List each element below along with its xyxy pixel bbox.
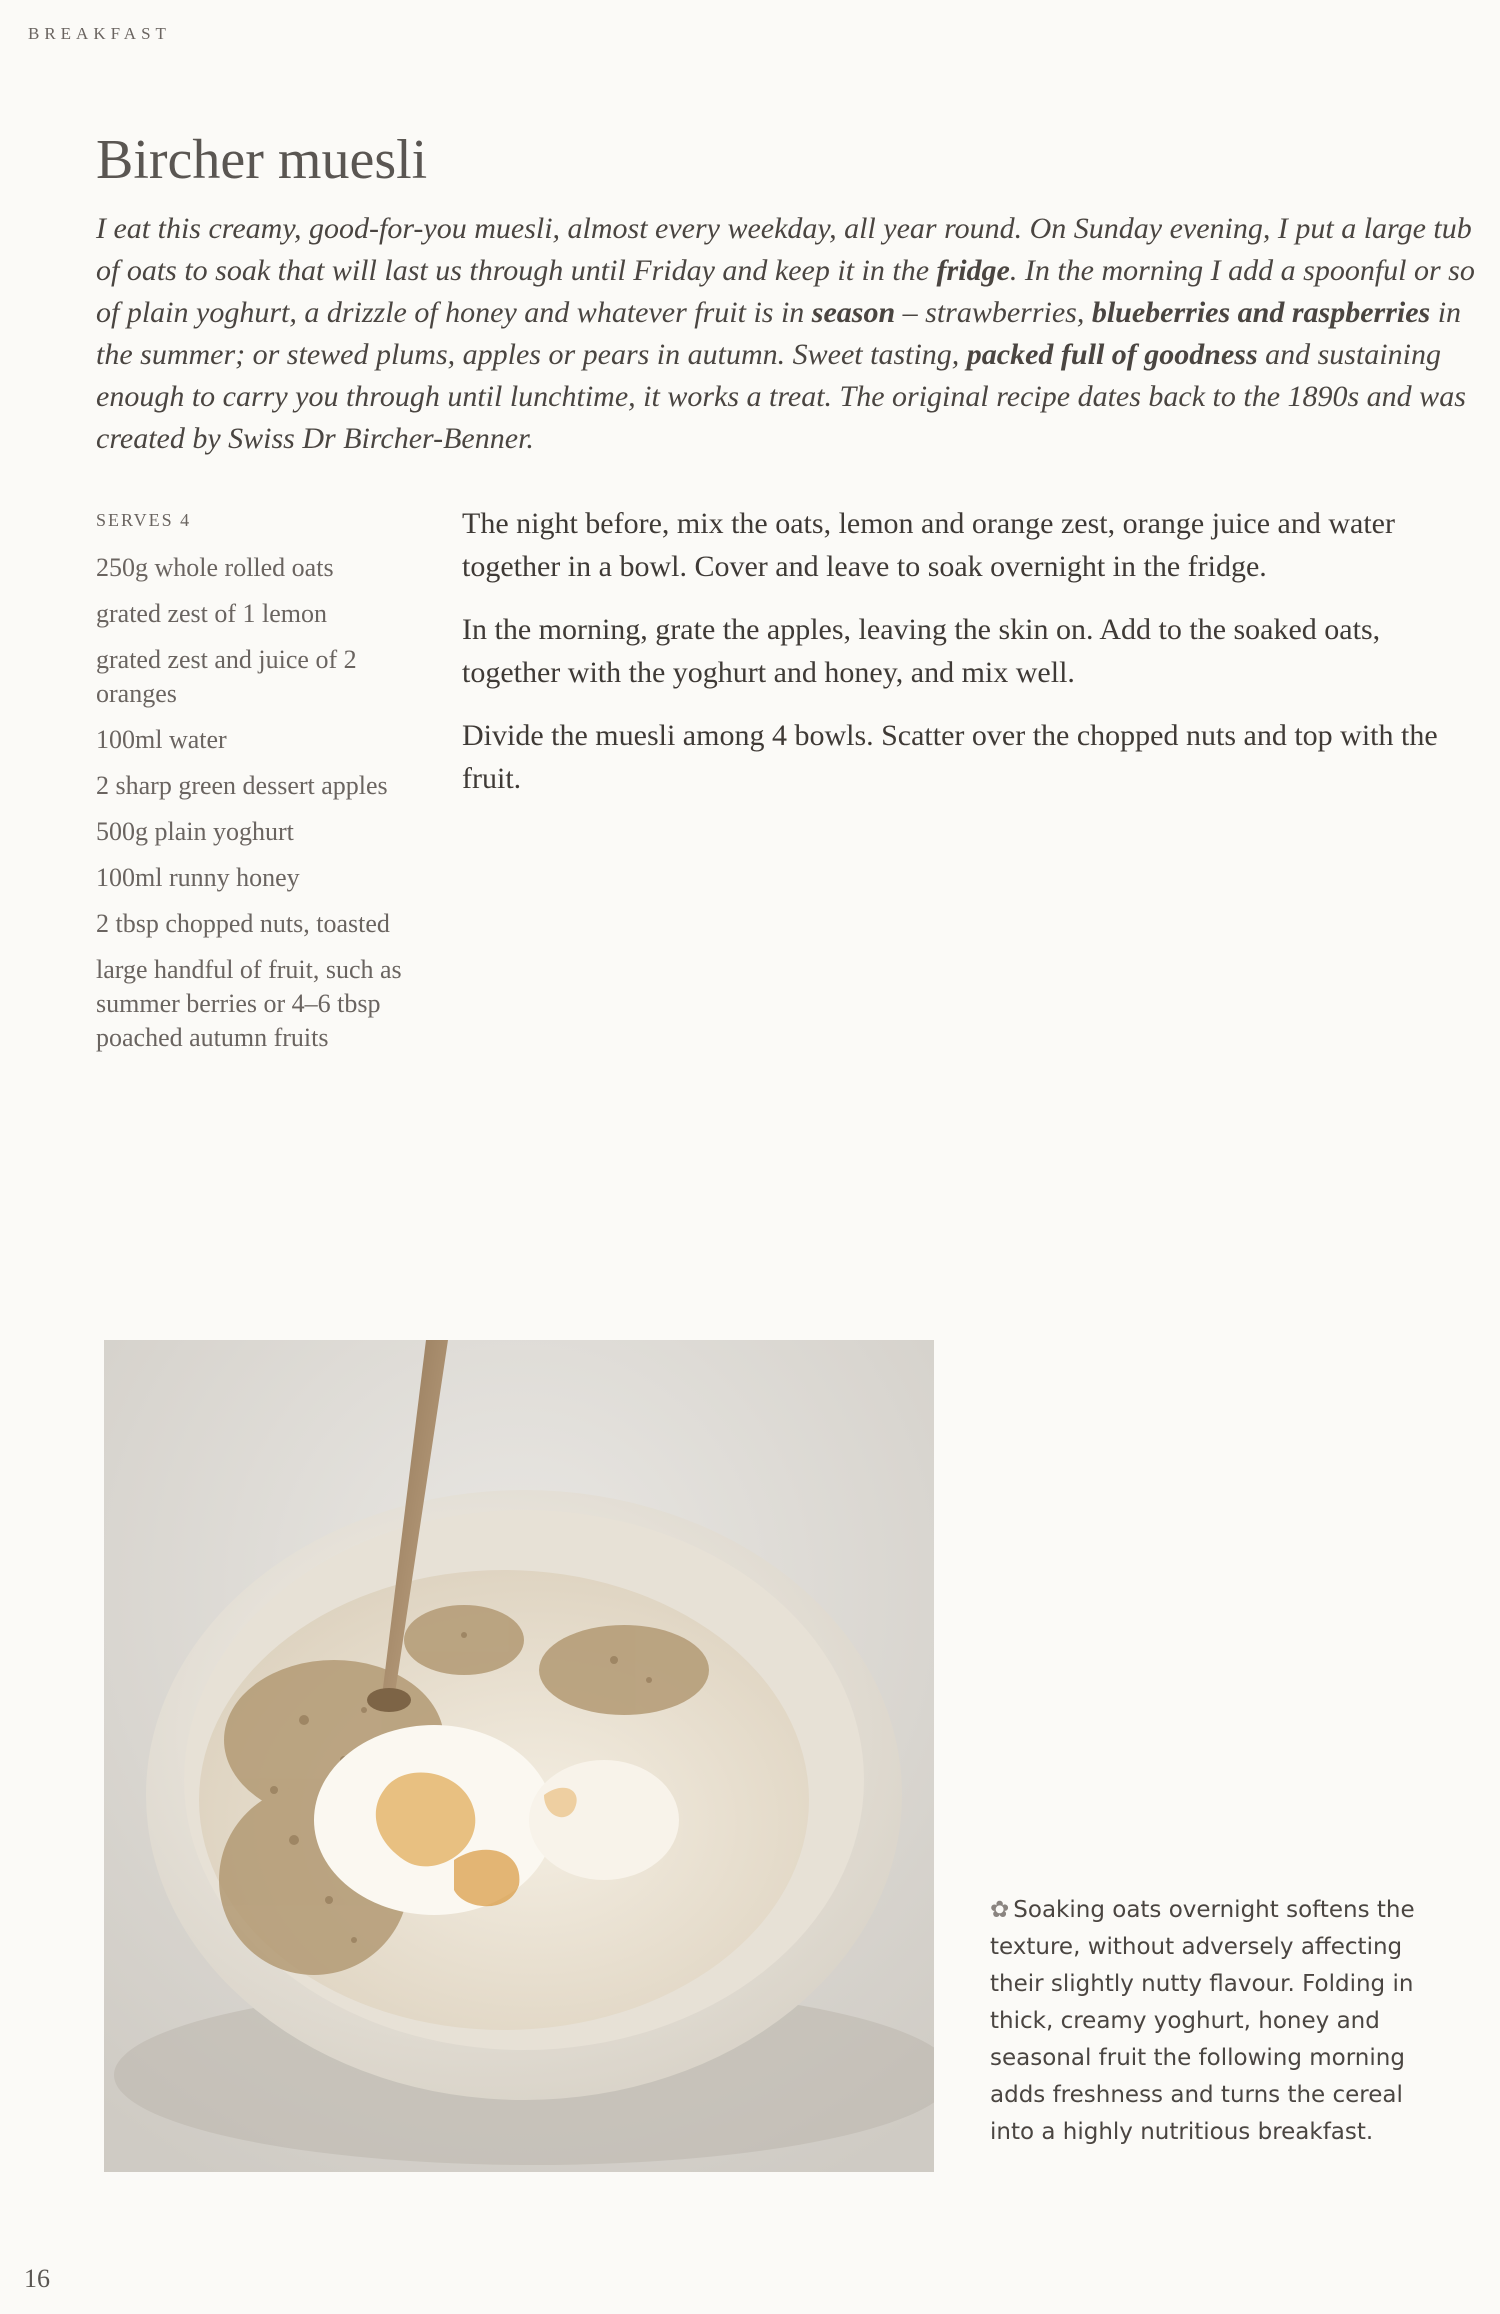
intro-text-2: . In the morning I add a spoonful or so of plain yoghurt, a drizzle of honey and whatever fruit is in (96, 254, 1475, 329)
recipe-intro (96, 208, 1492, 460)
recipe-title: Bircher muesli (96, 129, 428, 191)
section-label: BREAKFAST (28, 24, 171, 43)
ingredient-item: 100ml runny honey (96, 863, 300, 892)
ingredients-panel (96, 510, 416, 1067)
caption-text: Soaking oats overnight softens the texture, without adversely affecting their slightly nutty flavour. Folding in thick, creamy yoghurt, honey and seasonal fruit the following morning adds freshness and turns the cereal into a highly nutritious breakfast. (990, 1897, 1415, 2145)
method-section (462, 502, 1482, 820)
ingredient-item: 2 tbsp chopped nuts, toasted (96, 909, 390, 938)
ingredient-item: large handful of fruit, such as summer berries or 4–6 tbsp poached autumn fruits (96, 955, 402, 1052)
ingredient-item: 2 sharp green dessert apples (96, 771, 388, 800)
method-step: In the morning, grate the apples, leaving the skin on. Add to the soaked oats, together with the yoghurt and honey, and mix well. (462, 613, 1381, 689)
method-step: The night before, mix the oats, lemon and orange zest, orange juice and water together in a bowl. Cover and leave to soak overnight in the fridge. (462, 507, 1395, 583)
photo-caption (990, 1892, 1420, 2151)
page-number: 16 (24, 2264, 50, 2293)
ingredients-list (96, 551, 416, 1055)
intro-bold-3: blueberries and raspberries (1091, 296, 1431, 329)
intro-bold-2: season (811, 296, 896, 329)
flower-icon: ✿ (990, 1897, 1010, 1923)
intro-text-4: in the summer; or stewed plums, apples or pears in autumn. Sweet tasting, (96, 296, 1462, 371)
method-step: Divide the muesli among 4 bowls. Scatter over the chopped nuts and top with the fruit. (462, 719, 1438, 795)
intro-text-1: I eat this creamy, good-for-you muesli, almost every weekday, all year round. On Sunday evening, I put a large tub of oats to soak that will last us through until Friday and keep it in the (96, 212, 1472, 287)
intro-text-3: – strawberries, (895, 296, 1092, 329)
intro-text-5: and sustaining enough to carry you through until lunchtime, it works a treat. The original recipe dates back to the 1890s and was created by Swiss Dr Bircher-Benner. (96, 338, 1466, 455)
ingredient-item: grated zest of 1 lemon (96, 599, 328, 628)
intro-bold-4: packed full of goodness (966, 338, 1258, 371)
muesli-photo (104, 1340, 934, 2172)
ingredient-item: 100ml water (96, 725, 227, 754)
muesli-bowl-illustration (104, 1340, 934, 2172)
ingredient-item: 250g whole rolled oats (96, 553, 334, 582)
ingredient-item: grated zest and juice of 2 oranges (96, 645, 357, 708)
ingredient-item: 500g plain yoghurt (96, 817, 294, 846)
serves-label: SERVES 4 (96, 510, 192, 530)
intro-bold-1: fridge (936, 254, 1010, 287)
